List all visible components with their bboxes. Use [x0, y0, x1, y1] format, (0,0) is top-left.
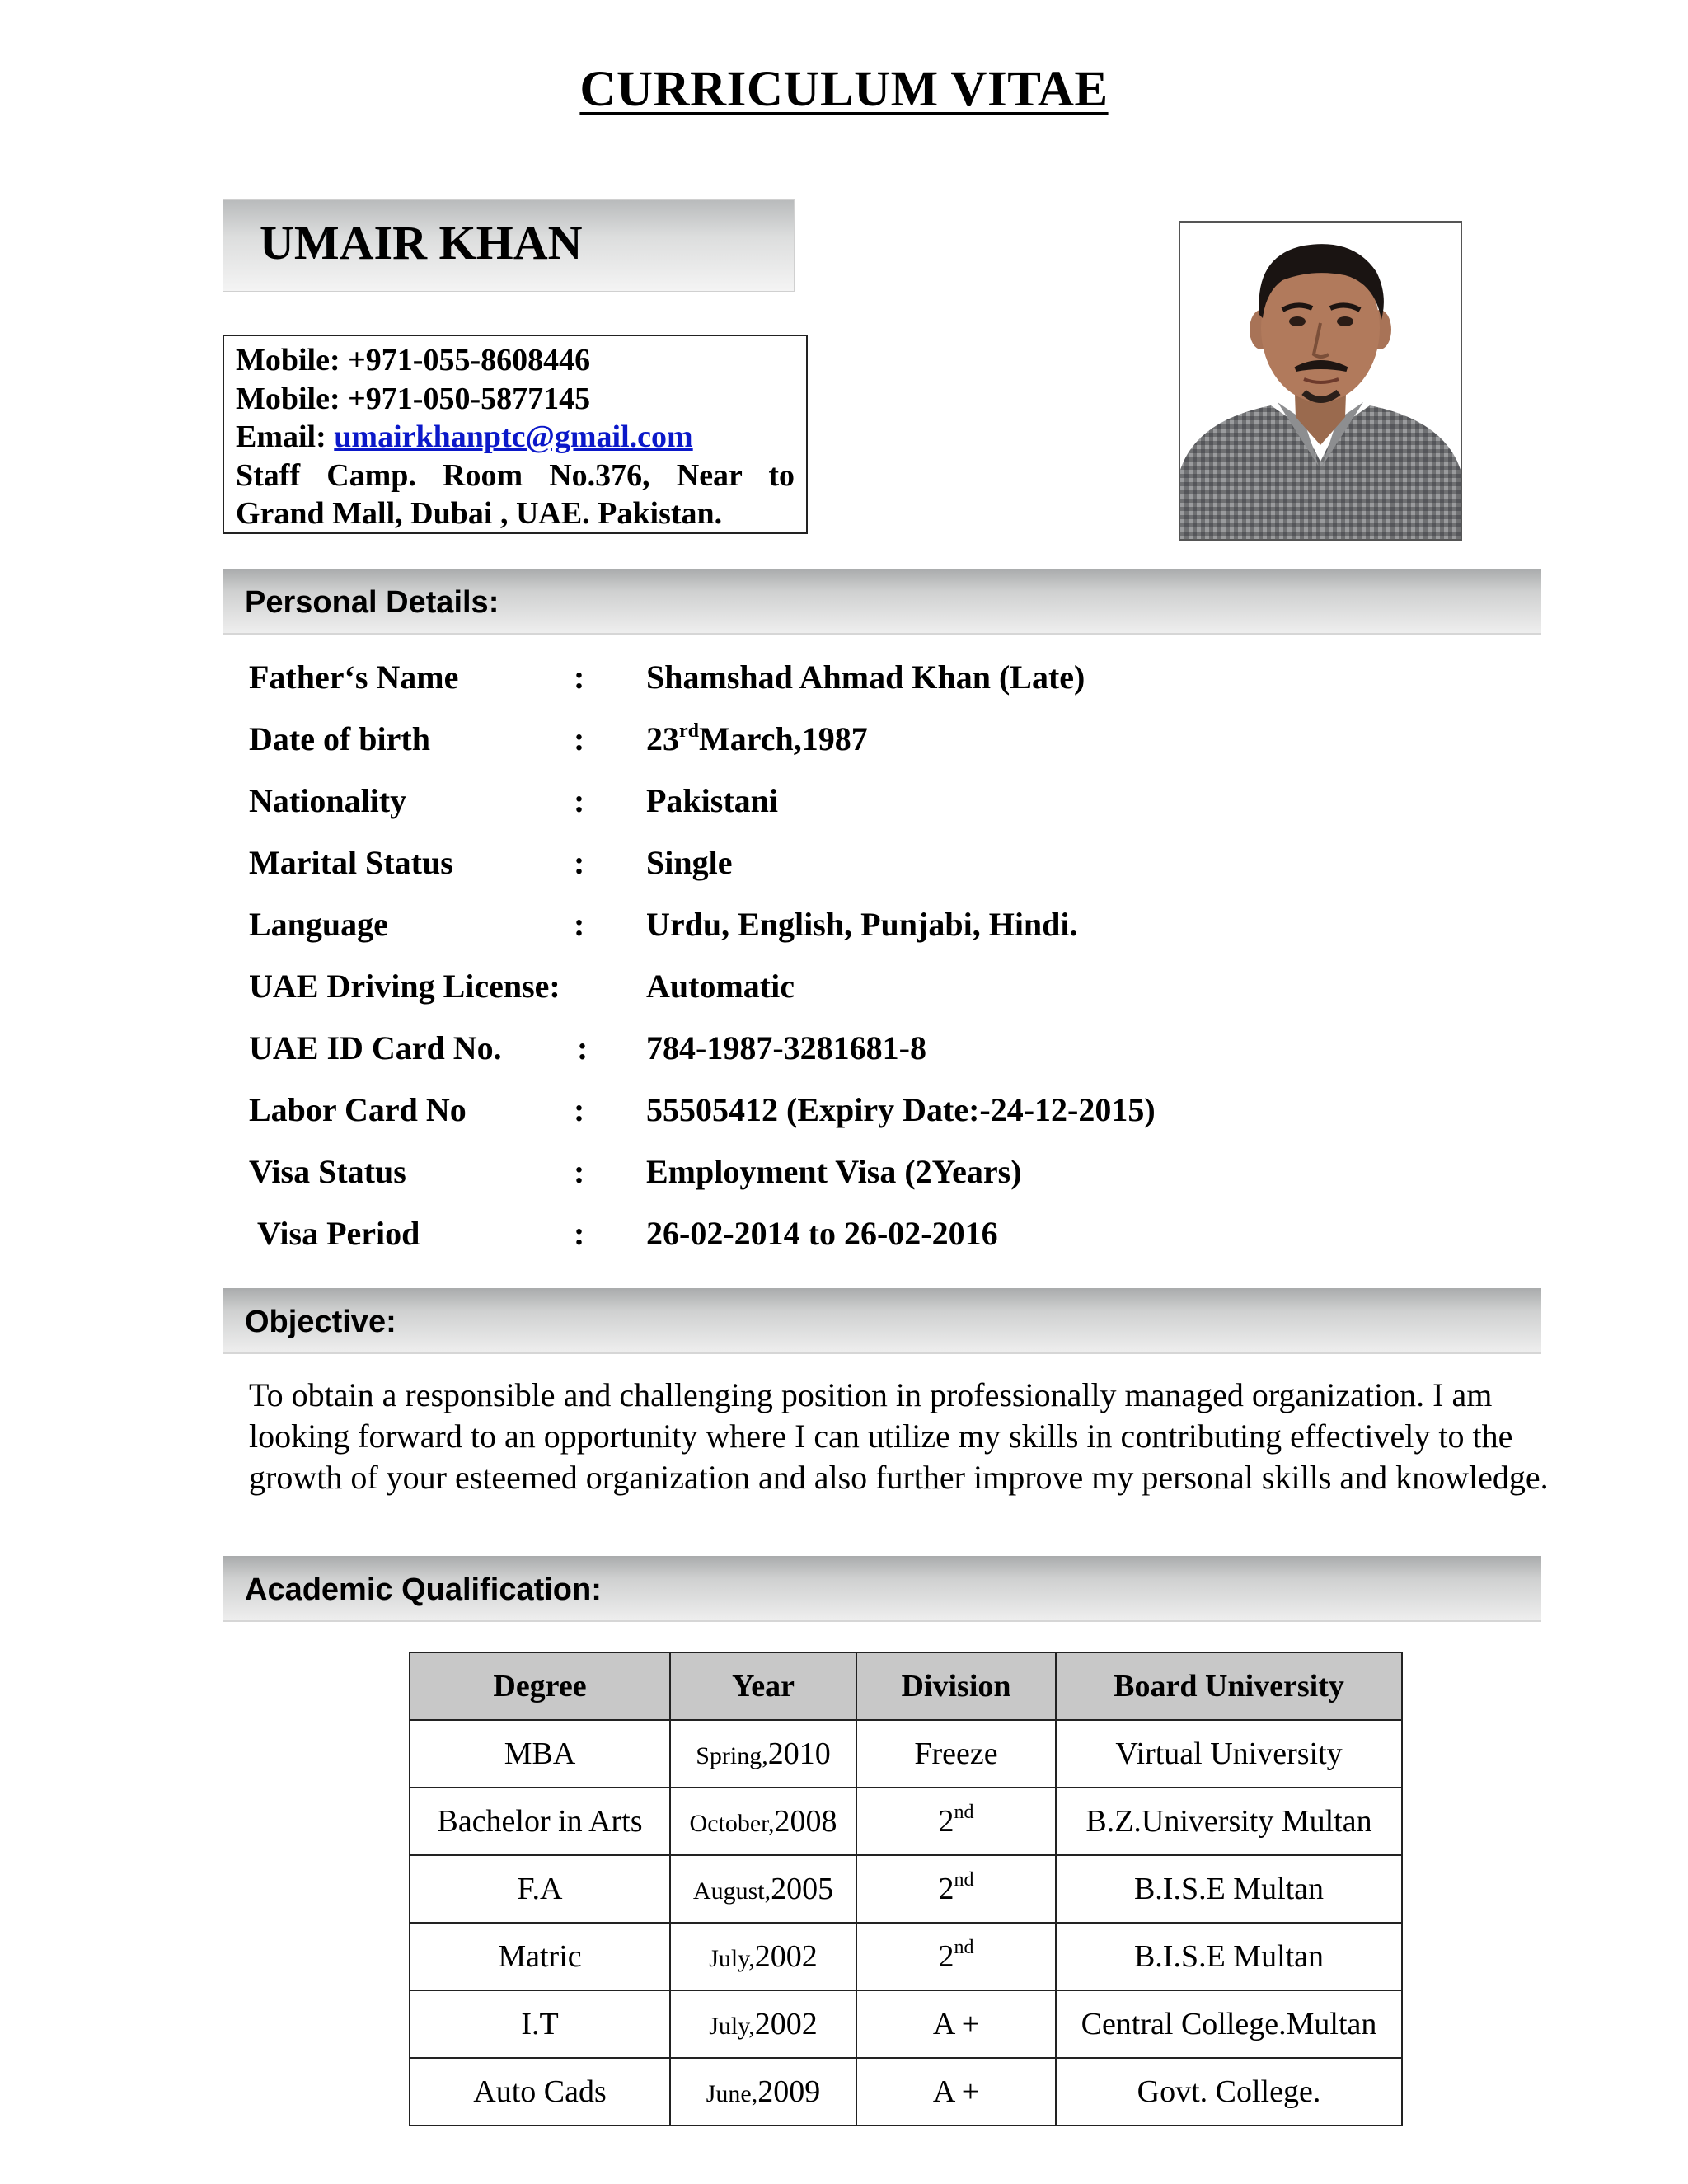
personal-colon: : — [574, 1215, 585, 1252]
mobile-2-line — [236, 380, 795, 419]
personal-value: 784-1987-3281681-8 — [646, 1029, 926, 1066]
table-header-row — [410, 1652, 1402, 1720]
personal-label: Marital Status — [249, 844, 453, 881]
profile-photo — [1179, 221, 1462, 541]
personal-value: 26-02-2014 to 26-02-2016 — [646, 1215, 998, 1252]
personal-value: Employment Visa (2Years) — [646, 1153, 1022, 1190]
board-cell: B.I.S.E Multan — [1056, 1855, 1402, 1923]
board-cell: Virtual University — [1056, 1720, 1402, 1788]
personal-label: UAE ID Card No. — [249, 1029, 502, 1066]
address-line-2: Grand Mall, Dubai , UAE. Pakistan. — [236, 496, 723, 531]
year-number: 2010 — [767, 1736, 831, 1771]
year-cell — [670, 2058, 856, 2125]
division-cell — [856, 1990, 1056, 2058]
candidate-name: UMAIR KHAN — [260, 216, 583, 269]
personal-colon: : — [574, 720, 585, 757]
personal-colon: : — [574, 1153, 585, 1190]
personal-row-language — [0, 905, 1688, 967]
objective-paragraph: To obtain a responsible and challenging position in professionally managed organization. I am looking forward to an opportunity where I can utilize my skills in contributing effectively to the growth of your esteemed organization and also further improve my personal skills and knowledge. — [249, 1376, 1549, 1496]
personal-row-driving-license — [0, 967, 1688, 1029]
personal-colon: : — [574, 844, 585, 881]
dob-day: 23 — [646, 720, 679, 757]
table-row — [410, 1855, 1402, 1923]
personal-row-visa-status — [0, 1152, 1688, 1214]
personal-label: Visa Status — [249, 1153, 406, 1190]
division-value: A + — [932, 2007, 980, 2041]
table-row — [410, 1788, 1402, 1855]
column-header-year: Year — [670, 1652, 856, 1720]
degree-cell: Matric — [410, 1923, 670, 1990]
board-cell: B.I.S.E Multan — [1056, 1923, 1402, 1990]
mobile-1-value: +971-055-8608446 — [348, 343, 591, 377]
degree-cell: F.A — [410, 1855, 670, 1923]
mobile-1-line — [236, 341, 795, 380]
division-cell — [856, 1720, 1056, 1788]
personal-label: Language — [249, 906, 388, 943]
column-header-division: Division — [856, 1652, 1056, 1720]
personal-value: Automatic — [646, 968, 795, 1005]
division-suffix: nd — [954, 1937, 974, 1958]
division-suffix: nd — [954, 1802, 974, 1823]
board-cell: Govt. College. — [1056, 2058, 1402, 2125]
degree-cell: Bachelor in Arts — [410, 1788, 670, 1855]
column-header-degree: Degree — [410, 1652, 670, 1720]
table-row — [410, 1990, 1402, 2058]
personal-colon: : — [574, 782, 585, 819]
section-academic-title: Academic Qualification: — [245, 1572, 602, 1607]
page-title: CURRICULUM VITAE — [579, 62, 1109, 117]
contact-box — [223, 335, 808, 534]
year-cell — [670, 1788, 856, 1855]
year-number: 2008 — [774, 1804, 837, 1839]
degree-cell: MBA — [410, 1720, 670, 1788]
personal-value: Single — [646, 844, 733, 881]
degree-cell: I.T — [410, 1990, 670, 2058]
year-month: July, — [709, 1945, 755, 1972]
year-number: 2002 — [754, 2007, 818, 2041]
name-banner — [223, 199, 795, 292]
section-objective — [223, 1288, 1541, 1354]
personal-label: UAE Driving License: — [249, 968, 560, 1005]
personal-value — [646, 719, 868, 758]
personal-label: Father‘s Name — [249, 658, 459, 696]
division-value: 2 — [938, 1939, 954, 1974]
table-row — [410, 1720, 1402, 1788]
dob-month-year: March,1987 — [699, 720, 868, 757]
personal-value: Pakistani — [646, 782, 779, 819]
mobile-2-label: Mobile: — [236, 381, 340, 416]
column-header-board: Board University — [1056, 1652, 1402, 1720]
table-row — [410, 2058, 1402, 2125]
personal-colon: : — [574, 1091, 585, 1128]
division-cell — [856, 2058, 1056, 2125]
person-portrait-icon — [1180, 223, 1461, 539]
email-label: Email: — [236, 419, 326, 454]
degree-cell: Auto Cads — [410, 2058, 670, 2125]
personal-row-nationality — [0, 781, 1688, 843]
personal-colon: : — [574, 658, 585, 696]
personal-row-marital-status — [0, 843, 1688, 905]
year-month: Spring, — [696, 1742, 768, 1769]
year-number: 2002 — [754, 1939, 818, 1974]
personal-row-labor-card — [0, 1090, 1688, 1152]
division-cell — [856, 1923, 1056, 1990]
year-number: 2009 — [757, 2074, 821, 2109]
personal-row-fathers-name — [0, 658, 1688, 719]
section-objective-title: Objective: — [245, 1305, 396, 1339]
year-cell — [670, 1720, 856, 1788]
year-cell — [670, 1923, 856, 1990]
year-cell — [670, 1855, 856, 1923]
division-cell — [856, 1788, 1056, 1855]
mobile-1-label: Mobile: — [236, 343, 340, 377]
division-value: 2 — [938, 1872, 954, 1906]
dob-day-suffix: rd — [679, 720, 699, 742]
division-value: Freeze — [914, 1736, 998, 1771]
personal-label: Date of birth — [249, 720, 430, 757]
personal-colon: : — [577, 1029, 588, 1066]
personal-row-id-card — [0, 1029, 1688, 1090]
section-personal-details-title: Personal Details: — [245, 585, 499, 620]
email-link[interactable]: umairkhanptc@gmail.com — [334, 419, 693, 454]
division-value: 2 — [938, 1804, 954, 1839]
personal-value: 55505412 (Expiry Date:-24-12-2015) — [646, 1091, 1156, 1128]
section-personal-details — [223, 569, 1541, 635]
year-number: 2005 — [771, 1872, 834, 1906]
board-cell: Central College.Multan — [1056, 1990, 1402, 2058]
email-line — [236, 418, 795, 457]
year-month: June, — [706, 2080, 758, 2107]
division-value: A + — [932, 2074, 980, 2109]
table-row — [410, 1923, 1402, 1990]
mobile-2-value: +971-050-5877145 — [348, 381, 591, 416]
year-month: August, — [692, 1877, 771, 1905]
year-cell — [670, 1990, 856, 2058]
section-academic-qualification — [223, 1556, 1541, 1622]
personal-row-date-of-birth — [0, 719, 1688, 781]
personal-label: Visa Period — [257, 1215, 420, 1252]
personal-value: Shamshad Ahmad Khan (Late) — [646, 658, 1085, 696]
board-cell: B.Z.University Multan — [1056, 1788, 1402, 1855]
year-month: July, — [709, 2013, 755, 2040]
academic-table — [409, 1652, 1403, 2126]
personal-row-visa-period — [0, 1214, 1688, 1276]
personal-label: Nationality — [249, 782, 407, 819]
division-cell — [856, 1855, 1056, 1923]
year-month: October, — [689, 1810, 775, 1837]
personal-label: Labor Card No — [249, 1091, 467, 1128]
personal-value: Urdu, English, Punjabi, Hindi. — [646, 906, 1078, 943]
personal-colon: : — [574, 906, 585, 943]
division-suffix: nd — [954, 1869, 974, 1891]
address-line-1: Staff Camp. Room No.376, Near to — [236, 457, 795, 493]
